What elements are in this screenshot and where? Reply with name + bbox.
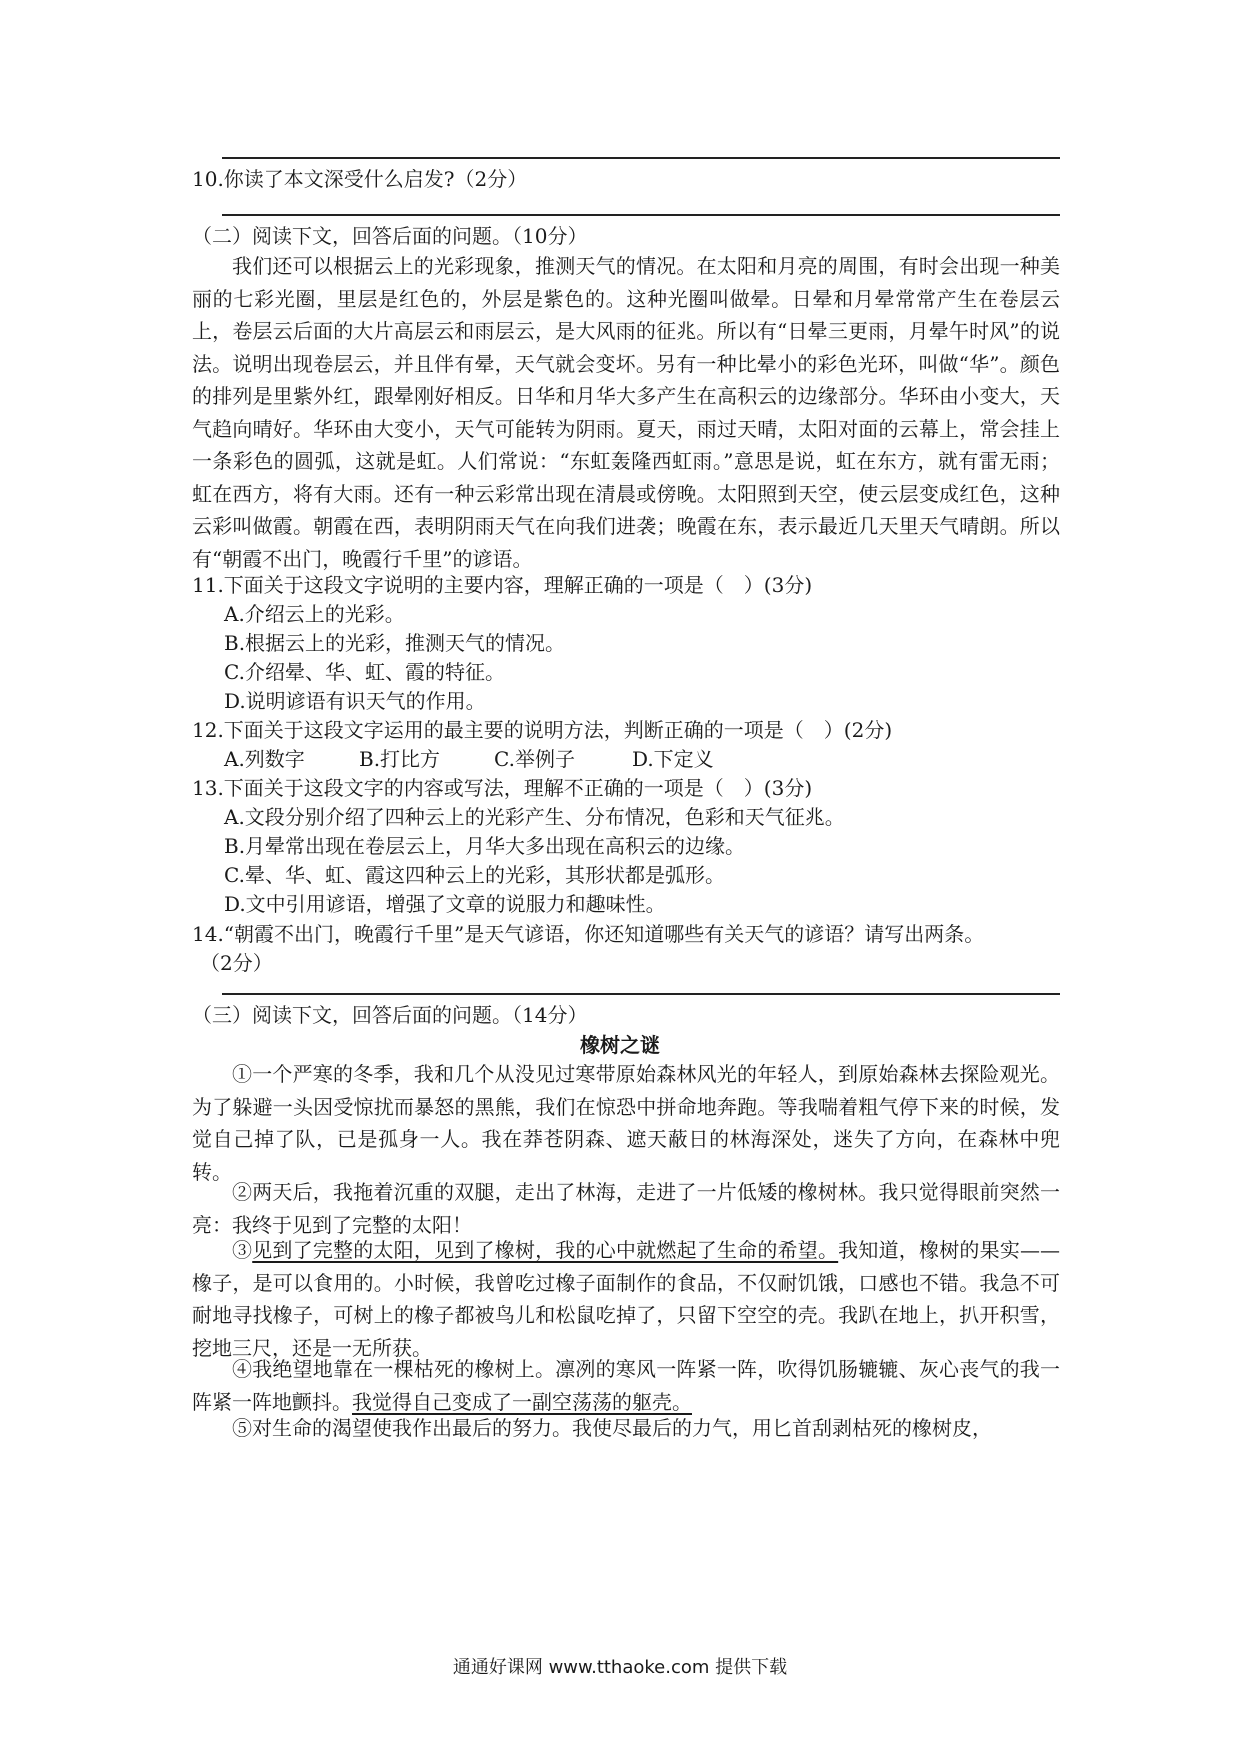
question-12-option-a: A.列数字 — [224, 747, 305, 771]
question-11-option-c: C.介绍晕、华、虹、霞的特征。 — [224, 660, 505, 684]
paragraph-3-marker: ③ — [232, 1238, 253, 1262]
paragraph-3-rest: 我知道，橡树的果实——橡子，是可以食用的。小时候，我曾吃过橡子面制作的食品，不仅耐饥饿，口感也不错。我急不可耐地寻找橡子，可树上的橡子都被鸟儿和松鼠吃掉了，只留下空空的壳。我趴在地上，扒开积雪，挖地三尺，还是一无所获。 — [192, 1238, 1061, 1360]
question-11-option-a: A.介绍云上的光彩。 — [224, 602, 405, 626]
question-12-stem: 12.下面关于这段文字运用的最主要的说明方法，判断正确的一项是（ ）(2分) — [192, 718, 893, 742]
paragraph-4-text: ④我绝望地靠在一棵枯死的橡树上。凛冽的寒风一阵紧一阵，吹得饥肠辘辘、灰心丧气的我一阵紧一阵地颤抖。 — [192, 1357, 1060, 1414]
paragraph-5: ⑤对生命的渴望使我作出最后的努力。我使尽最后的力气，用匕首刮剥枯死的橡树皮， — [232, 1416, 992, 1440]
section-2-passage: 我们还可以根据云上的光彩现象，推测天气的情况。在太阳和月亮的周围，有时会出现一种美丽的七彩光圈，里层是红色的，外层是紫色的。这种光圈叫做晕。日晕和月晕常常产生在卷层云上，卷层云后面的大片高层云和雨层云，是大风雨的征兆。所以有“日晕三更雨，月晕午时风”的说法。说明出现卷层云，并且伴有晕，天气就会变坏。另有一种比晕小的彩色光环，叫做“华”。颜色的排列是里紫外红，跟晕刚好相反。日华和月华大多产生在高积云的边缘部分。华环由小变大，天气趋向晴好。华环由大变小，天气可能转为阴雨。夏天，雨过天晴，太阳对面的云幕上，常会挂上一条彩色的圆弧，这就是虹。人们常说：“东虹轰隆西虹雨。”意思是说，虹在东方，就有雷无雨；虹在西方，将有大雨。还有一种云彩常出现在清晨或傍晚。太阳照到天空，使云层变成红色，这种云彩叫做霞。朝霞在西，表明阴雨天气在向我们进袭；晚霞在东，表示最近几天里天气晴朗。所以有“朝霞不出门，晚霞行千里”的谚语。 — [192, 254, 1060, 571]
question-10: 10.你读了本文深受什么启发?（2分） — [192, 167, 528, 191]
paragraph-1: ①一个严寒的冬季，我和几个从没见过寒带原始森林风光的年轻人，到原始森林去探险观光。为了躲避一头因受惊扰而暴怒的黑熊，我们在惊恐中拼命地奔跑。等我喘着粗气停下来的时候，发觉自己掉了队，已是孤身一人。我在莽苍阴森、遮天蔽日的林海深处，迷失了方向，在森林中兜转。 — [192, 1062, 1060, 1184]
question-12-option-c: C.举例子 — [494, 747, 575, 771]
question-12-options — [224, 747, 714, 771]
question-13-stem: 13.下面关于这段文字的内容或写法，理解不正确的一项是（ ）(3分) — [192, 776, 813, 800]
question-11-stem: 11.下面关于这段文字说明的主要内容，理解正确的一项是（ ）(3分) — [192, 573, 813, 597]
question-13-option-d: D.文中引用谚语，增强了文章的说服力和趣味性。 — [224, 892, 666, 916]
question-13-option-b: B.月晕常出现在卷层云上，月华大多出现在高积云的边缘。 — [224, 834, 746, 858]
section-3-heading: （三）阅读下文，回答后面的问题。（14分） — [192, 1003, 588, 1027]
section-2-heading: （二）阅读下文，回答后面的问题。（10分） — [192, 224, 588, 248]
question-12-option-b: B.打比方 — [359, 747, 441, 771]
answer-line — [222, 993, 1060, 995]
question-13-option-a: A.文段分别介绍了四种云上的光彩产生、分布情况，色彩和天气征兆。 — [224, 805, 845, 829]
answer-line — [222, 157, 1060, 159]
answer-line — [222, 214, 1060, 216]
paragraph-3 — [192, 1234, 1060, 1364]
paragraph-2: ②两天后，我拖着沉重的双腿，走出了林海，走进了一片低矮的橡树林。我只觉得眼前突然一亮：我终于见到了完整的太阳！ — [192, 1180, 1060, 1237]
question-11-option-d: D.说明谚语有识天气的作用。 — [224, 689, 486, 713]
question-14-stem: 14.“朝霞不出门，晚霞行千里”是天气谚语，你还知道哪些有关天气的谚语？请写出两条。 — [192, 922, 985, 946]
passage-title: 橡树之谜 — [580, 1033, 660, 1057]
paragraph-4 — [192, 1353, 1060, 1418]
question-14-points: （2分） — [200, 951, 273, 975]
paragraph-4-underlined-sentence: 我觉得自己变成了一副空荡荡的躯壳。 — [352, 1389, 692, 1414]
question-12-option-d: D.下定义 — [632, 747, 714, 771]
question-11-option-b: B.根据云上的光彩，推测天气的情况。 — [224, 631, 566, 655]
footer-download-note: 通通好课网 www.tthaoke.com 提供下载 — [452, 1657, 788, 1678]
question-13-option-c: C.晕、华、虹、霞这四种云上的光彩，其形状都是弧形。 — [224, 863, 725, 887]
paragraph-3-underlined-sentence: 见到了完整的太阳，见到了橡树，我的心中就燃起了生命的希望。 — [252, 1238, 839, 1262]
